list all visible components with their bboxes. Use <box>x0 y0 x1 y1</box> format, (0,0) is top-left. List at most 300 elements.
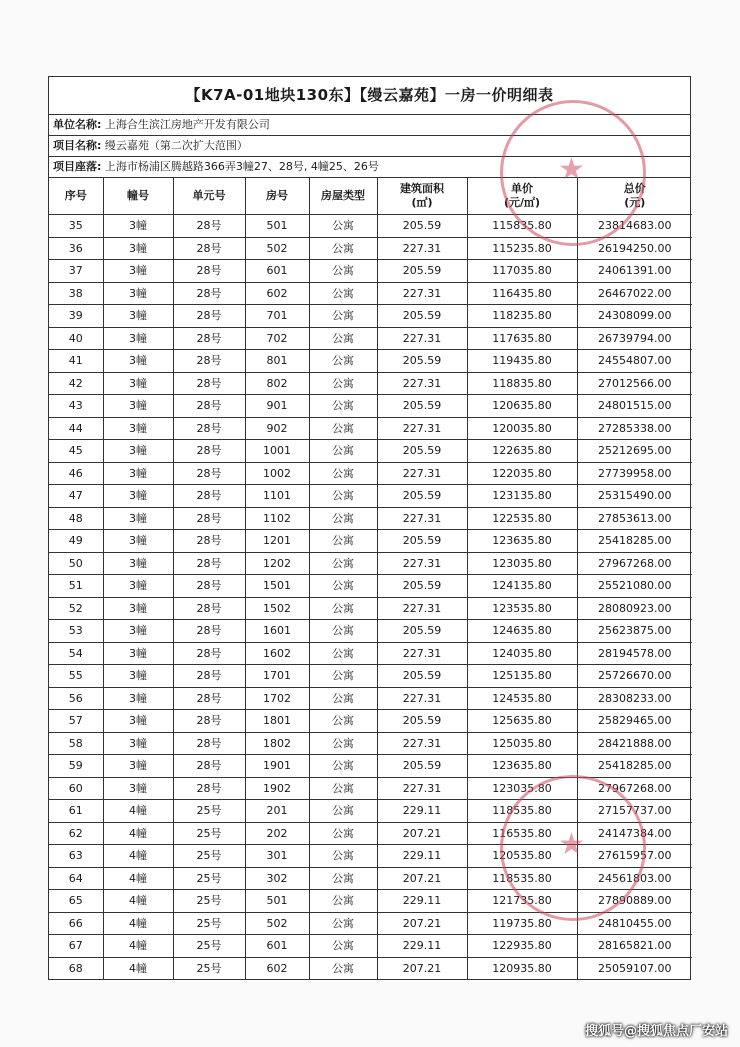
cell-total-price: 25212695.00 <box>577 440 692 463</box>
cell-unit-price: 120035.80 <box>467 417 577 440</box>
cell-room: 1601 <box>245 620 309 643</box>
cell-seq: 55 <box>49 665 103 688</box>
cell-type: 公寓 <box>309 642 377 665</box>
cell-seq: 67 <box>49 935 103 958</box>
cell-building: 4幢 <box>103 867 173 890</box>
cell-area: 205.59 <box>377 215 467 238</box>
header-unit: 单元号 <box>173 178 245 215</box>
info-project <box>49 136 690 157</box>
cell-seq: 54 <box>49 642 103 665</box>
header-area: 建筑面积 (㎡) <box>377 178 467 215</box>
table-row <box>49 395 692 418</box>
cell-total-price: 24554807.00 <box>577 350 692 373</box>
cell-room: 601 <box>245 935 309 958</box>
cell-unit-price: 117035.80 <box>467 260 577 283</box>
cell-room: 302 <box>245 867 309 890</box>
cell-building: 4幢 <box>103 845 173 868</box>
table-row <box>49 935 692 958</box>
cell-total-price: 28194578.00 <box>577 642 692 665</box>
header-unit-price: 单价 (元/㎡) <box>467 178 577 215</box>
cell-unit-price: 123635.80 <box>467 530 577 553</box>
cell-seq: 65 <box>49 890 103 913</box>
cell-building: 4幢 <box>103 912 173 935</box>
cell-seq: 39 <box>49 305 103 328</box>
cell-total-price: 28421888.00 <box>577 732 692 755</box>
cell-seq: 59 <box>49 755 103 778</box>
cell-seq: 35 <box>49 215 103 238</box>
cell-room: 1101 <box>245 485 309 508</box>
cell-room: 1802 <box>245 732 309 755</box>
info-value: 上海合生滨江房地产开发有限公司 <box>104 118 270 131</box>
cell-type: 公寓 <box>309 440 377 463</box>
cell-building: 3幢 <box>103 710 173 733</box>
cell-total-price: 27157737.00 <box>577 800 692 823</box>
cell-unit-price: 122535.80 <box>467 507 577 530</box>
table-row <box>49 665 692 688</box>
cell-unit-price: 125635.80 <box>467 710 577 733</box>
cell-area: 205.59 <box>377 260 467 283</box>
cell-unit: 28号 <box>173 350 245 373</box>
cell-unit: 28号 <box>173 260 245 283</box>
cell-total-price: 27739958.00 <box>577 462 692 485</box>
cell-room: 902 <box>245 417 309 440</box>
table-row <box>49 215 692 238</box>
cell-seq: 47 <box>49 485 103 508</box>
cell-building: 4幢 <box>103 822 173 845</box>
cell-unit: 28号 <box>173 777 245 800</box>
cell-room: 1201 <box>245 530 309 553</box>
cell-unit: 25号 <box>173 822 245 845</box>
cell-building: 4幢 <box>103 890 173 913</box>
header-seq: 序号 <box>49 178 103 215</box>
cell-building: 3幢 <box>103 395 173 418</box>
cell-room: 501 <box>245 215 309 238</box>
cell-seq: 62 <box>49 822 103 845</box>
cell-seq: 51 <box>49 575 103 598</box>
cell-unit-price: 123635.80 <box>467 755 577 778</box>
cell-building: 3幢 <box>103 687 173 710</box>
table-row <box>49 440 692 463</box>
cell-room: 901 <box>245 395 309 418</box>
cell-room: 1202 <box>245 552 309 575</box>
cell-building: 3幢 <box>103 530 173 553</box>
cell-room: 201 <box>245 800 309 823</box>
cell-unit: 28号 <box>173 575 245 598</box>
cell-type: 公寓 <box>309 710 377 733</box>
table-row <box>49 597 692 620</box>
cell-unit: 28号 <box>173 305 245 328</box>
cell-unit-price: 123035.80 <box>467 777 577 800</box>
cell-type: 公寓 <box>309 327 377 350</box>
cell-total-price: 23814683.00 <box>577 215 692 238</box>
cell-type: 公寓 <box>309 260 377 283</box>
cell-type: 公寓 <box>309 417 377 440</box>
cell-seq: 61 <box>49 800 103 823</box>
cell-area: 227.31 <box>377 777 467 800</box>
cell-room: 1702 <box>245 687 309 710</box>
cell-type: 公寓 <box>309 237 377 260</box>
table-row <box>49 687 692 710</box>
cell-total-price: 26739794.00 <box>577 327 692 350</box>
cell-total-price: 27890889.00 <box>577 890 692 913</box>
price-table <box>49 178 692 979</box>
cell-seq: 52 <box>49 597 103 620</box>
cell-seq: 45 <box>49 440 103 463</box>
cell-building: 3幢 <box>103 462 173 485</box>
cell-type: 公寓 <box>309 822 377 845</box>
table-row <box>49 260 692 283</box>
cell-area: 227.31 <box>377 687 467 710</box>
cell-total-price: 26194250.00 <box>577 237 692 260</box>
cell-seq: 57 <box>49 710 103 733</box>
cell-room: 1002 <box>245 462 309 485</box>
cell-type: 公寓 <box>309 485 377 508</box>
cell-type: 公寓 <box>309 395 377 418</box>
table-row <box>49 305 692 328</box>
cell-area: 227.31 <box>377 327 467 350</box>
cell-area: 227.31 <box>377 507 467 530</box>
cell-type: 公寓 <box>309 215 377 238</box>
cell-unit: 28号 <box>173 530 245 553</box>
cell-room: 301 <box>245 845 309 868</box>
cell-total-price: 28165821.00 <box>577 935 692 958</box>
cell-unit: 28号 <box>173 732 245 755</box>
cell-type: 公寓 <box>309 552 377 575</box>
cell-type: 公寓 <box>309 305 377 328</box>
cell-area: 227.31 <box>377 237 467 260</box>
cell-area: 205.59 <box>377 350 467 373</box>
cell-area: 227.31 <box>377 462 467 485</box>
cell-total-price: 24810455.00 <box>577 912 692 935</box>
cell-unit: 28号 <box>173 327 245 350</box>
cell-type: 公寓 <box>309 912 377 935</box>
cell-unit-price: 124535.80 <box>467 687 577 710</box>
cell-type: 公寓 <box>309 350 377 373</box>
cell-building: 3幢 <box>103 237 173 260</box>
header-room: 房号 <box>245 178 309 215</box>
table-row <box>49 845 692 868</box>
cell-room: 801 <box>245 350 309 373</box>
cell-unit-price: 118535.80 <box>467 867 577 890</box>
cell-room: 1902 <box>245 777 309 800</box>
cell-seq: 68 <box>49 957 103 979</box>
cell-unit-price: 118835.80 <box>467 372 577 395</box>
cell-unit: 28号 <box>173 237 245 260</box>
cell-unit-price: 124635.80 <box>467 620 577 643</box>
cell-building: 3幢 <box>103 597 173 620</box>
cell-room: 1801 <box>245 710 309 733</box>
cell-room: 1602 <box>245 642 309 665</box>
table-row <box>49 620 692 643</box>
info-location <box>49 157 690 178</box>
cell-unit-price: 120635.80 <box>467 395 577 418</box>
cell-building: 3幢 <box>103 777 173 800</box>
cell-unit: 28号 <box>173 665 245 688</box>
cell-unit-price: 125135.80 <box>467 665 577 688</box>
cell-unit: 28号 <box>173 507 245 530</box>
table-row <box>49 822 692 845</box>
cell-unit-price: 119435.80 <box>467 350 577 373</box>
cell-area: 229.11 <box>377 935 467 958</box>
cell-building: 3幢 <box>103 552 173 575</box>
table-row <box>49 710 692 733</box>
cell-type: 公寓 <box>309 935 377 958</box>
cell-area: 205.59 <box>377 305 467 328</box>
cell-area: 205.59 <box>377 440 467 463</box>
cell-total-price: 27967268.00 <box>577 552 692 575</box>
cell-total-price: 27853613.00 <box>577 507 692 530</box>
cell-area: 205.59 <box>377 485 467 508</box>
cell-area: 205.59 <box>377 665 467 688</box>
cell-area: 227.31 <box>377 372 467 395</box>
cell-unit: 25号 <box>173 867 245 890</box>
cell-building: 4幢 <box>103 957 173 979</box>
cell-unit: 28号 <box>173 485 245 508</box>
cell-unit-price: 118535.80 <box>467 800 577 823</box>
table-row <box>49 642 692 665</box>
cell-type: 公寓 <box>309 530 377 553</box>
table-row <box>49 777 692 800</box>
cell-area: 227.31 <box>377 732 467 755</box>
cell-unit: 25号 <box>173 890 245 913</box>
cell-unit-price: 121735.80 <box>467 890 577 913</box>
cell-total-price: 27285338.00 <box>577 417 692 440</box>
cell-seq: 48 <box>49 507 103 530</box>
cell-total-price: 24801515.00 <box>577 395 692 418</box>
cell-area: 227.31 <box>377 282 467 305</box>
info-value: 缦云嘉苑（第二次扩大范围） <box>104 139 248 152</box>
cell-unit: 25号 <box>173 845 245 868</box>
header-total-price: 总价 (元) <box>577 178 692 215</box>
cell-unit-price: 117635.80 <box>467 327 577 350</box>
cell-room: 1901 <box>245 755 309 778</box>
cell-seq: 46 <box>49 462 103 485</box>
table-row <box>49 912 692 935</box>
cell-seq: 38 <box>49 282 103 305</box>
header-building: 幢号 <box>103 178 173 215</box>
cell-room: 701 <box>245 305 309 328</box>
cell-unit-price: 119735.80 <box>467 912 577 935</box>
cell-seq: 41 <box>49 350 103 373</box>
cell-area: 205.59 <box>377 755 467 778</box>
table-row <box>49 732 692 755</box>
cell-unit: 28号 <box>173 710 245 733</box>
cell-building: 3幢 <box>103 327 173 350</box>
table-row <box>49 417 692 440</box>
cell-type: 公寓 <box>309 732 377 755</box>
cell-unit-price: 116535.80 <box>467 822 577 845</box>
cell-total-price: 24061391.00 <box>577 260 692 283</box>
cell-area: 227.31 <box>377 417 467 440</box>
cell-type: 公寓 <box>309 777 377 800</box>
cell-type: 公寓 <box>309 890 377 913</box>
header-type: 房屋类型 <box>309 178 377 215</box>
table-row <box>49 372 692 395</box>
cell-total-price: 27012566.00 <box>577 372 692 395</box>
table-header-row <box>49 178 692 215</box>
cell-building: 3幢 <box>103 417 173 440</box>
cell-room: 602 <box>245 957 309 979</box>
cell-unit: 28号 <box>173 372 245 395</box>
table-row <box>49 957 692 979</box>
cell-unit: 28号 <box>173 417 245 440</box>
cell-unit-price: 122035.80 <box>467 462 577 485</box>
cell-unit-price: 115835.80 <box>467 215 577 238</box>
cell-unit: 25号 <box>173 912 245 935</box>
cell-seq: 49 <box>49 530 103 553</box>
cell-total-price: 28080923.00 <box>577 597 692 620</box>
cell-unit-price: 116435.80 <box>467 282 577 305</box>
table-row <box>49 237 692 260</box>
cell-seq: 43 <box>49 395 103 418</box>
cell-type: 公寓 <box>309 597 377 620</box>
cell-seq: 40 <box>49 327 103 350</box>
cell-unit-price: 123535.80 <box>467 597 577 620</box>
cell-type: 公寓 <box>309 867 377 890</box>
cell-total-price: 24308099.00 <box>577 305 692 328</box>
cell-room: 602 <box>245 282 309 305</box>
cell-room: 1502 <box>245 597 309 620</box>
cell-total-price: 25726670.00 <box>577 665 692 688</box>
cell-building: 3幢 <box>103 642 173 665</box>
cell-total-price: 25059107.00 <box>577 957 692 979</box>
watermark: 搜狐号@搜狐焦点厂安站 <box>584 1024 728 1039</box>
cell-unit-price: 115235.80 <box>467 237 577 260</box>
cell-area: 205.59 <box>377 575 467 598</box>
cell-area: 207.21 <box>377 867 467 890</box>
info-company <box>49 115 690 136</box>
cell-building: 3幢 <box>103 485 173 508</box>
cell-total-price: 24561803.00 <box>577 867 692 890</box>
cell-total-price: 25418285.00 <box>577 755 692 778</box>
seal-star-icon: ★ <box>558 152 585 187</box>
cell-unit: 28号 <box>173 642 245 665</box>
cell-total-price: 25829465.00 <box>577 710 692 733</box>
cell-building: 3幢 <box>103 282 173 305</box>
table-row <box>49 575 692 598</box>
cell-type: 公寓 <box>309 687 377 710</box>
cell-unit-price: 123035.80 <box>467 552 577 575</box>
cell-room: 501 <box>245 890 309 913</box>
cell-building: 3幢 <box>103 372 173 395</box>
cell-seq: 64 <box>49 867 103 890</box>
table-row <box>49 890 692 913</box>
cell-building: 4幢 <box>103 800 173 823</box>
cell-area: 227.31 <box>377 552 467 575</box>
cell-room: 601 <box>245 260 309 283</box>
cell-total-price: 24147384.00 <box>577 822 692 845</box>
cell-unit: 28号 <box>173 552 245 575</box>
cell-building: 3幢 <box>103 755 173 778</box>
table-row <box>49 327 692 350</box>
table-row <box>49 552 692 575</box>
cell-type: 公寓 <box>309 282 377 305</box>
table-row <box>49 755 692 778</box>
cell-seq: 60 <box>49 777 103 800</box>
cell-unit: 28号 <box>173 687 245 710</box>
cell-total-price: 28308233.00 <box>577 687 692 710</box>
cell-room: 1001 <box>245 440 309 463</box>
info-value: 上海市杨浦区腾越路366弄3幢27、28号, 4幢25、26号 <box>104 160 379 173</box>
cell-seq: 42 <box>49 372 103 395</box>
table-row <box>49 485 692 508</box>
info-label: 项目座落: <box>53 160 102 173</box>
cell-building: 3幢 <box>103 620 173 643</box>
cell-unit: 28号 <box>173 395 245 418</box>
table-row <box>49 507 692 530</box>
cell-area: 229.11 <box>377 890 467 913</box>
cell-total-price: 25623875.00 <box>577 620 692 643</box>
cell-unit-price: 118235.80 <box>467 305 577 328</box>
cell-unit: 28号 <box>173 215 245 238</box>
cell-building: 3幢 <box>103 440 173 463</box>
table-row <box>49 867 692 890</box>
cell-seq: 66 <box>49 912 103 935</box>
cell-room: 502 <box>245 237 309 260</box>
cell-total-price: 25521080.00 <box>577 575 692 598</box>
cell-type: 公寓 <box>309 620 377 643</box>
cell-building: 3幢 <box>103 665 173 688</box>
cell-room: 1501 <box>245 575 309 598</box>
cell-building: 4幢 <box>103 935 173 958</box>
cell-seq: 37 <box>49 260 103 283</box>
cell-area: 207.21 <box>377 912 467 935</box>
cell-building: 3幢 <box>103 305 173 328</box>
table-row <box>49 282 692 305</box>
cell-building: 3幢 <box>103 350 173 373</box>
cell-total-price: 27967268.00 <box>577 777 692 800</box>
cell-type: 公寓 <box>309 957 377 979</box>
cell-room: 702 <box>245 327 309 350</box>
cell-total-price: 27615957.00 <box>577 845 692 868</box>
cell-unit: 28号 <box>173 620 245 643</box>
cell-area: 205.59 <box>377 710 467 733</box>
cell-unit: 28号 <box>173 462 245 485</box>
cell-unit: 28号 <box>173 597 245 620</box>
cell-area: 207.21 <box>377 957 467 979</box>
price-list-sheet <box>48 76 691 980</box>
info-label: 项目名称: <box>53 139 102 152</box>
cell-seq: 44 <box>49 417 103 440</box>
cell-unit-price: 124135.80 <box>467 575 577 598</box>
cell-building: 3幢 <box>103 732 173 755</box>
seal-star-icon: ★ <box>558 827 585 862</box>
cell-seq: 53 <box>49 620 103 643</box>
cell-building: 3幢 <box>103 215 173 238</box>
info-label: 单位名称: <box>53 118 102 131</box>
cell-type: 公寓 <box>309 575 377 598</box>
cell-building: 3幢 <box>103 260 173 283</box>
cell-type: 公寓 <box>309 800 377 823</box>
cell-type: 公寓 <box>309 845 377 868</box>
cell-area: 227.31 <box>377 642 467 665</box>
cell-area: 207.21 <box>377 822 467 845</box>
cell-unit: 25号 <box>173 957 245 979</box>
cell-unit-price: 123135.80 <box>467 485 577 508</box>
cell-type: 公寓 <box>309 462 377 485</box>
cell-total-price: 25315490.00 <box>577 485 692 508</box>
cell-unit: 25号 <box>173 800 245 823</box>
table-row <box>49 800 692 823</box>
cell-room: 1102 <box>245 507 309 530</box>
cell-type: 公寓 <box>309 507 377 530</box>
cell-area: 205.59 <box>377 530 467 553</box>
cell-area: 229.11 <box>377 800 467 823</box>
cell-unit: 25号 <box>173 935 245 958</box>
cell-seq: 58 <box>49 732 103 755</box>
cell-total-price: 25418285.00 <box>577 530 692 553</box>
cell-total-price: 26467022.00 <box>577 282 692 305</box>
